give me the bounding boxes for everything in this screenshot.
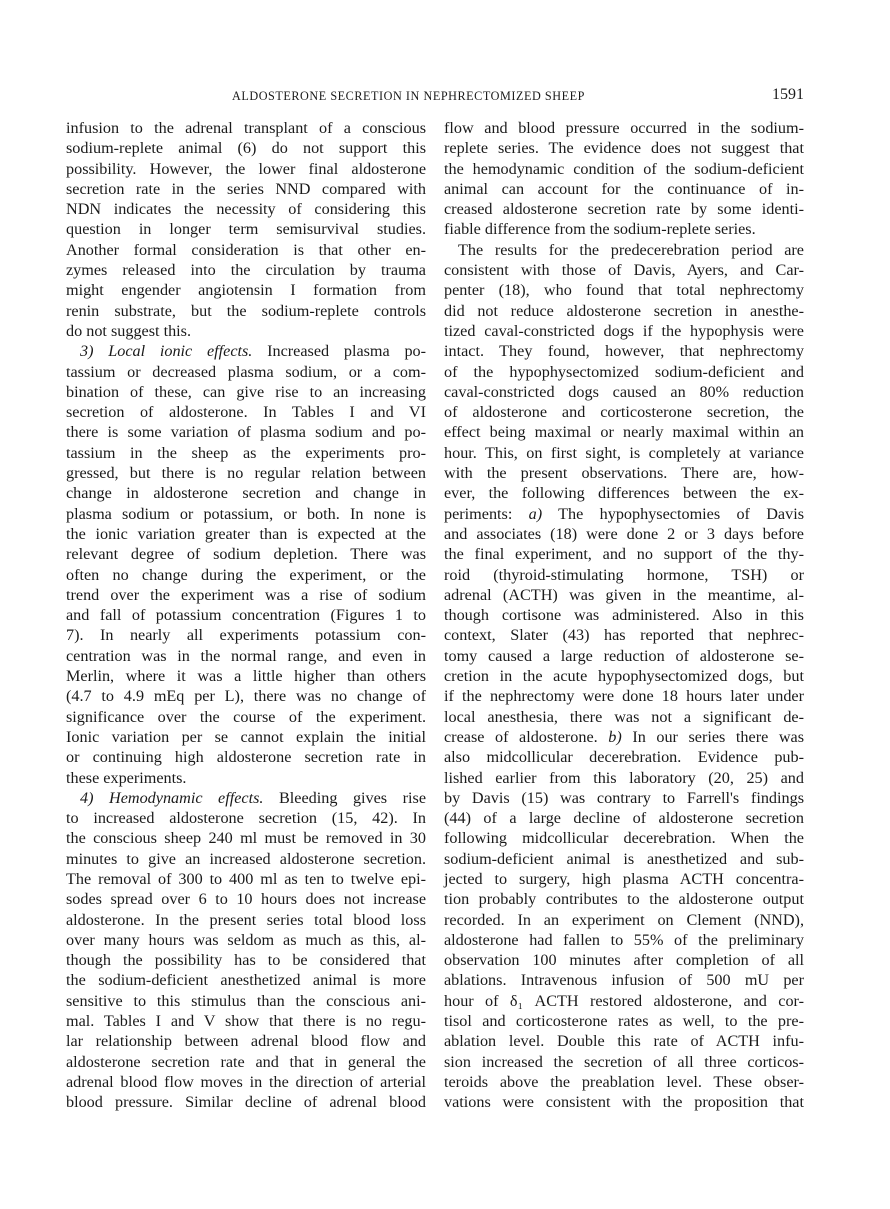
line-text: local anesthesia, there was not a significant de- [444, 707, 804, 726]
text-line [66, 260, 426, 280]
line-text: though the possibility has to be considered that [66, 951, 426, 970]
text-line [444, 382, 804, 402]
line-text: The removal of 300 to 400 ml as ten to twelve epi- [66, 869, 426, 888]
line-text: plasma sodium or potassium, or both. In none is [66, 504, 426, 523]
text-line [66, 686, 426, 706]
line-text: bination of these, can give rise to an increasing [66, 382, 426, 401]
running-title: ALDOSTERONE SECRETION IN NEPHRECTOMIZED SHEEP [232, 89, 585, 103]
text-line [444, 443, 804, 463]
text-line [66, 666, 426, 686]
text-line [444, 768, 804, 788]
text-line [444, 910, 804, 930]
line-text: the sodium-deficient anesthetized animal is more [66, 971, 426, 990]
line-text: there is some variation of plasma sodium and po- [66, 423, 426, 442]
line-text: sodes spread over 6 to 10 hours does not increase [66, 890, 426, 909]
line-text: gressed, but there is no regular relation between [66, 464, 426, 483]
text-line [66, 179, 426, 199]
line-text: intact. They found, however, that nephrectomy [444, 342, 804, 361]
text-line [66, 889, 426, 909]
text-line [66, 930, 426, 950]
line-text: might engender angiotensin I formation from [66, 281, 426, 300]
text-line [66, 483, 426, 503]
text-line [66, 362, 426, 382]
line-text: tized caval-constricted dogs if the hypophysis were [444, 321, 804, 340]
text-line [66, 524, 426, 544]
line-text: sion increased the secretion of all three corticos- [444, 1052, 804, 1071]
line-text: secretion rate in the series NND compared with [66, 179, 426, 198]
line-text: adrenal (ACTH) was given in the meantime, al- [444, 585, 804, 604]
line-text: roid (thyroid-stimulating hormone, TSH) or [444, 565, 804, 584]
line-text: the hemodynamic condition of the sodium-deficient [444, 159, 804, 178]
running-head [0, 86, 890, 106]
line-text: if the nephrectomy were done 18 hours later under [444, 687, 804, 706]
text-line [444, 646, 804, 666]
text-line [444, 991, 804, 1011]
line-text: renin substrate, but the sodium-replete controls [66, 301, 426, 320]
line-text: lished earlier from this laboratory (20, 25) and [444, 768, 804, 787]
text-line [444, 605, 804, 625]
line-text: (4.7 to 4.9 mEq per L), there was no change of [66, 687, 426, 706]
line-text: or continuing high aldosterone secretion rate in [66, 748, 426, 767]
line-text: secretion of aldosterone. In Tables I and VI [66, 403, 426, 422]
line-text: by Davis (15) was contrary to Farrell's findings [444, 788, 804, 807]
line-text: replete series. The evidence does not suggest that [444, 139, 804, 158]
text-line [444, 849, 804, 869]
line-text: The results for the predecerebration period are [458, 240, 804, 259]
line-text: and fall of potassium concentration (Figures 1 to [66, 606, 426, 625]
text-line [66, 422, 426, 442]
text-line [444, 808, 804, 828]
line-text: penter (18), who found that total nephrectomy [444, 281, 804, 300]
text-line [444, 544, 804, 564]
text-line [66, 443, 426, 463]
text-line [444, 727, 804, 747]
text-line [66, 321, 426, 341]
line-text: did not reduce aldosterone secretion in anesthe- [444, 301, 804, 320]
line-text: these experiments. [66, 768, 187, 787]
text-line [444, 280, 804, 300]
text-line [444, 565, 804, 585]
line-text: with the present observations. There are, how- [444, 464, 804, 483]
text-line [66, 544, 426, 564]
line-text: of the hypophysectomized sodium-deficient and [444, 362, 804, 381]
text-line [66, 341, 426, 361]
text-line [444, 301, 804, 321]
text-line [444, 422, 804, 442]
line-text: aldosterone secretion rate and that in general the [66, 1052, 426, 1071]
text-line [444, 707, 804, 727]
text-line [444, 1052, 804, 1072]
text-line [66, 707, 426, 727]
text-line [66, 1031, 426, 1051]
line-text: recorded. In an experiment on Clement (NND), [444, 910, 804, 929]
line-text: Another formal consideration is that other en- [66, 240, 426, 259]
section-heading: Hemodynamic effects. [109, 788, 264, 807]
text-line [66, 727, 426, 747]
text-line [66, 1011, 426, 1031]
text-line [444, 869, 804, 889]
text-line [66, 910, 426, 930]
text-line [444, 970, 804, 990]
line-text: ablations. Intravenous infusion of 500 mU per [444, 971, 804, 990]
line-text: ever, the following differences between the ex- [444, 484, 804, 503]
text-line [444, 788, 804, 808]
text-line [66, 747, 426, 767]
line-text: infusion to the adrenal transplant of a conscious [66, 119, 426, 137]
line-text: hour of δ₁ ACTH restored aldosterone, and cor- [444, 991, 804, 1010]
line-text: (44) of a large decline of aldosterone secretion [444, 809, 804, 828]
text-line [66, 991, 426, 1011]
section-number: 3) [80, 342, 94, 361]
text-line [444, 1031, 804, 1051]
line-text: over many hours was seldom as much as this, al- [66, 930, 426, 949]
line-text: do not suggest this. [66, 321, 192, 340]
text-line [444, 585, 804, 605]
line-text: effect being maximal or nearly maximal within an [444, 423, 804, 442]
text-line [66, 788, 426, 808]
line-text: lar relationship between adrenal blood flow and [66, 1032, 426, 1051]
line-text: mal. Tables I and V show that there is no regu- [66, 1012, 426, 1031]
line-text: zymes released into the circulation by trauma [66, 261, 426, 280]
line-text: of aldosterone and corticosterone secretion, the [444, 403, 804, 422]
text-line [66, 1092, 426, 1112]
text-line [444, 402, 804, 422]
line-text: Bleeding gives rise [278, 788, 427, 807]
line-text: Increased plasma po- [267, 342, 427, 361]
text-line [444, 930, 804, 950]
left-column [66, 118, 426, 1113]
line-text: The hypophysectomies of Davis [558, 504, 805, 523]
text-line [66, 625, 426, 645]
line-text: hour. This, on first sight, is completely at variance [444, 443, 804, 462]
text-line [66, 138, 426, 158]
text-line [66, 1072, 426, 1092]
line-text: aldosterone. In the present series total blood loss [66, 910, 426, 929]
text-line [444, 341, 804, 361]
line-text: aldosterone had fallen to 55% of the preliminary [444, 930, 804, 949]
line-text: tassium in the sheep as the experiments pro- [66, 443, 426, 462]
line-text: flow and blood pressure occurred in the sodium- [444, 119, 804, 137]
text-line [66, 219, 426, 239]
text-line [444, 179, 804, 199]
text-line [444, 463, 804, 483]
line-text: vations were consistent with the proposition that [444, 1093, 804, 1112]
text-line [444, 950, 804, 970]
line-text: significance over the course of the experiment. [66, 707, 426, 726]
text-line [66, 402, 426, 422]
line-text: to increased aldosterone secretion (15, 42). In [66, 809, 426, 828]
line-text: minutes to give an increased aldosterone secretion. [66, 849, 426, 868]
line-text: tisol and corticosterone rates as well, to the pre- [444, 1012, 804, 1031]
section-heading: Local ionic effects. [108, 342, 253, 361]
text-line [444, 321, 804, 341]
line-text: creased aldosterone secretion rate by some identi- [444, 200, 804, 219]
text-line [66, 849, 426, 869]
text-line [444, 240, 804, 260]
line-text: Ionic variation per se cannot explain the initial [66, 727, 426, 746]
text-line [444, 118, 804, 138]
text-line [444, 199, 804, 219]
text-line [444, 362, 804, 382]
line-text: possibility. However, the lower final aldosterone [66, 159, 426, 178]
line-text: 7). In nearly all experiments potassium con- [66, 626, 426, 645]
list-marker: a) [528, 504, 543, 523]
line-text: crease of aldosterone. [444, 727, 598, 746]
text-line [66, 159, 426, 179]
line-text: relevant degree of sodium depletion. There was [66, 545, 426, 564]
line-text: context, Slater (43) has reported that nephrec- [444, 626, 804, 645]
line-text: blood pressure. Similar decline of adrenal blood [66, 1093, 426, 1112]
text-line [66, 768, 426, 788]
text-line [444, 159, 804, 179]
line-text: also midcollicular decerebration. Evidence pub- [444, 748, 804, 767]
line-text: following midcollicular decerebration. When the [444, 829, 804, 848]
text-line [66, 382, 426, 402]
line-text: question in longer term semisurvival studies. [66, 220, 426, 239]
page-number: 1591 [772, 86, 804, 103]
line-text: fiable difference from the sodium-replete series. [444, 220, 756, 239]
line-text: change in aldosterone secretion and change in [66, 484, 426, 503]
text-line [66, 1052, 426, 1072]
line-text: consistent with those of Davis, Ayers, and Car- [444, 261, 804, 280]
text-line [444, 625, 804, 645]
text-line [66, 240, 426, 260]
line-text: teroids above the preablation level. These obser- [444, 1072, 804, 1091]
text-line [66, 504, 426, 524]
line-text: though cortisone was administered. Also in this [444, 606, 804, 625]
line-text: In our series there was [632, 727, 804, 746]
text-line [66, 301, 426, 321]
text-line [66, 869, 426, 889]
text-line [66, 199, 426, 219]
line-text: often no change during the experiment, or the [66, 565, 426, 584]
text-line [66, 585, 426, 605]
text-line [66, 463, 426, 483]
list-marker: b) [608, 727, 622, 746]
line-text: tomy caused a large reduction of aldosterone se- [444, 646, 804, 665]
text-line [444, 138, 804, 158]
text-line [444, 1011, 804, 1031]
line-text: the ionic variation greater than is expected at the [66, 524, 426, 543]
text-line [66, 565, 426, 585]
line-text: tassium or decreased plasma sodium, or a com- [66, 362, 426, 381]
text-line [66, 828, 426, 848]
text-line [444, 504, 804, 524]
line-text: sodium-deficient animal is anesthetized and sub- [444, 849, 804, 868]
right-column [444, 118, 804, 1113]
line-text: the final experiment, and no support of the thy- [444, 545, 804, 564]
text-line [444, 483, 804, 503]
line-text: adrenal blood flow moves in the direction of arterial [66, 1072, 426, 1091]
line-text: trend over the experiment was a rise of sodium [66, 585, 426, 604]
text-line [444, 747, 804, 767]
text-line [444, 1092, 804, 1112]
text-line [66, 970, 426, 990]
text-line [444, 828, 804, 848]
text-line [66, 605, 426, 625]
text-line [66, 118, 426, 138]
text-line [444, 524, 804, 544]
section-number: 4) [80, 788, 94, 807]
text-line [66, 808, 426, 828]
line-text: periments: [444, 504, 513, 523]
line-text: cretion in the acute hypophysectomized dogs, but [444, 667, 804, 686]
line-text: centration was in the normal range, and even in [66, 646, 426, 665]
line-text: sensitive to this stimulus than the conscious ani- [66, 991, 426, 1010]
line-text: tion probably contributes to the aldosterone output [444, 890, 804, 909]
line-text: sodium-replete animal (6) do not support this [66, 139, 426, 158]
line-text: and associates (18) were done 2 or 3 days before [444, 524, 804, 543]
line-text: observation 100 minutes after completion of all [444, 951, 804, 970]
text-line [444, 889, 804, 909]
text-line [444, 260, 804, 280]
line-text: the conscious sheep 240 ml must be removed in 30 [66, 829, 426, 848]
text-line [444, 1072, 804, 1092]
text-line [444, 219, 804, 239]
text-line [66, 280, 426, 300]
text-line [66, 646, 426, 666]
line-text: caval-constricted dogs caused an 80% reduction [444, 382, 804, 401]
line-text: Merlin, where it was a little higher than others [66, 667, 426, 686]
text-line [66, 950, 426, 970]
text-line [444, 686, 804, 706]
line-text: animal can account for the continuance of in- [444, 179, 804, 198]
line-text: ablation level. Double this rate of ACTH infu- [444, 1032, 804, 1051]
text-line [444, 666, 804, 686]
line-text: jected to surgery, high plasma ACTH concentra- [444, 869, 804, 888]
line-text: NDN indicates the necessity of considering this [66, 200, 426, 219]
